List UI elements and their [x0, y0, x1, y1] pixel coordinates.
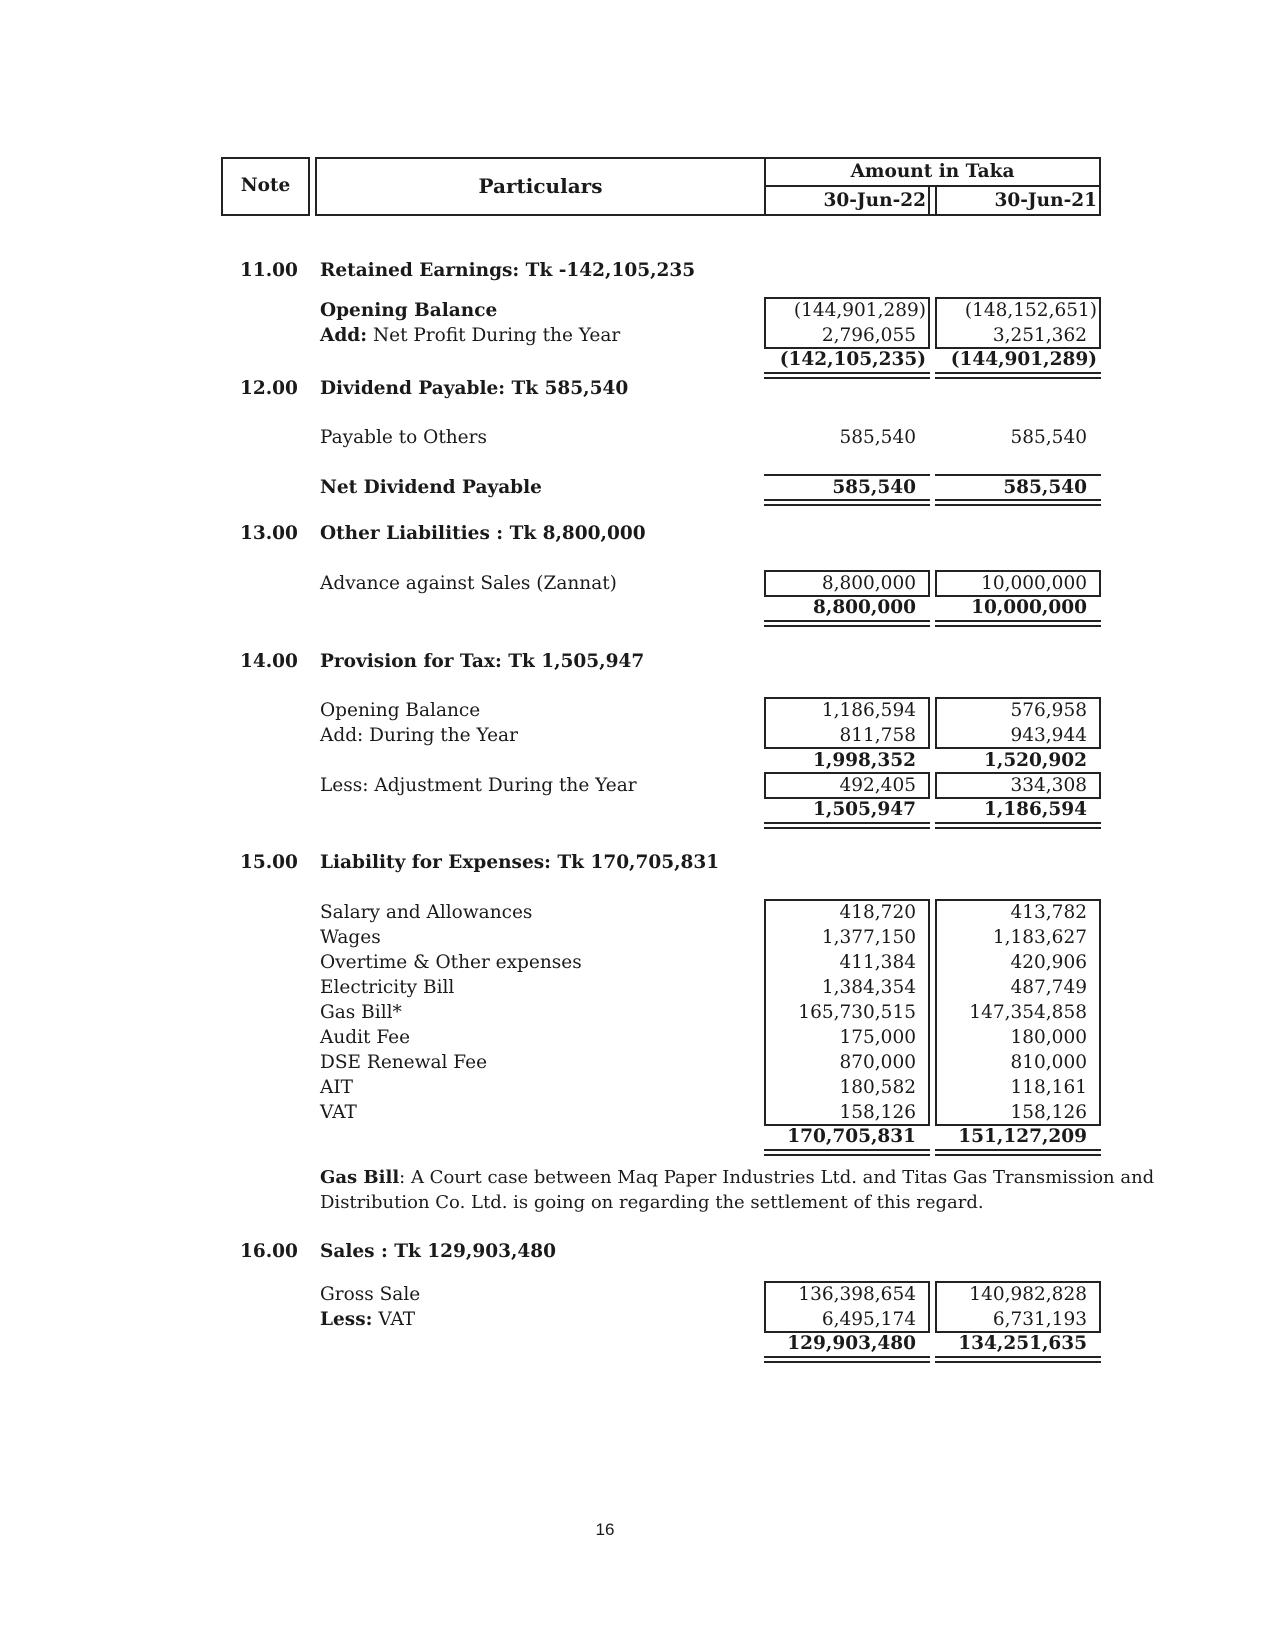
advance-against-sales-label: Advance against Sales (Zannat) [320, 573, 617, 594]
expense-value-2021: 810,000 [1010, 1052, 1087, 1073]
liability-expenses-total-2021: 151,127,209 [958, 1126, 1087, 1147]
tax-total-2021: 1,186,594 [984, 799, 1087, 820]
tax-subtotal-2021: 1,520,902 [984, 750, 1087, 771]
note-number-13: 13.00 [240, 523, 298, 544]
gross-sale-2022: 136,398,654 [798, 1284, 916, 1305]
expense-value-2022: 180,582 [839, 1077, 916, 1098]
col-2022-header: 30-Jun-22 [823, 190, 926, 211]
expense-label: AIT [320, 1077, 354, 1098]
double-underline [935, 372, 1101, 379]
double-underline [764, 372, 930, 379]
note-number-16: 16.00 [240, 1241, 298, 1262]
other-liabilities-total-2021: 10,000,000 [971, 597, 1087, 618]
gross-sale-2021: 140,982,828 [969, 1284, 1087, 1305]
expense-value-2022: 165,730,515 [798, 1002, 916, 1023]
opening-balance-2021: (148,152,651) [964, 300, 1097, 321]
net-profit-2021: 3,251,362 [992, 325, 1087, 346]
expense-label: Wages [320, 927, 381, 948]
vat-2021: 6,731,193 [992, 1309, 1087, 1330]
double-underline [935, 620, 1101, 627]
particulars-header: Particulars [478, 174, 603, 198]
net-dividend-payable-2022: 585,540 [832, 477, 916, 498]
expense-label: Audit Fee [320, 1027, 411, 1048]
tax-opening-2022: 1,186,594 [821, 700, 916, 721]
tax-opening-2021: 576,958 [1010, 700, 1087, 721]
expense-value-2022: 175,000 [839, 1027, 916, 1048]
double-underline [935, 499, 1101, 506]
net-dividend-payable-label: Net Dividend Payable [320, 477, 542, 498]
expense-value-2021: 118,161 [1010, 1077, 1087, 1098]
gross-sale-label: Gross Sale [320, 1284, 421, 1305]
tax-adjustment-2021: 334,308 [1010, 775, 1087, 796]
double-underline [935, 822, 1101, 829]
amount-in-taka-header: Amount in Taka [850, 161, 1015, 182]
expense-value-2022: 411,384 [839, 952, 916, 973]
expense-value-2021: 180,000 [1010, 1027, 1087, 1048]
note-12-title: Dividend Payable: Tk 585,540 [320, 378, 629, 399]
note-number-14: 14.00 [240, 651, 298, 672]
tax-during-2021: 943,944 [1010, 725, 1087, 746]
expense-value-2021: 158,126 [1010, 1102, 1087, 1123]
tax-less-adjustment-label: Less: Adjustment During the Year [320, 775, 637, 796]
double-underline [764, 620, 930, 627]
double-underline [935, 1356, 1101, 1363]
note-header: Note [240, 175, 291, 196]
note-number-12: 12.00 [240, 378, 298, 399]
expense-label: Electricity Bill [320, 977, 455, 998]
opening-balance-2022: (144,901,289) [793, 300, 926, 321]
expense-value-2022: 158,126 [839, 1102, 916, 1123]
expense-value-2021: 147,354,858 [969, 1002, 1087, 1023]
liability-expenses-total-2022: 170,705,831 [787, 1126, 916, 1147]
retained-earnings-total-2022: (142,105,235) [779, 349, 926, 370]
expense-label: Overtime & Other expenses [320, 952, 582, 973]
expense-label: Salary and Allowances [320, 902, 533, 923]
tax-add-during-year-label: Add: During the Year [320, 725, 518, 746]
retained-earnings-total-2021: (144,901,289) [950, 349, 1097, 370]
note-number-11: 11.00 [240, 260, 298, 281]
double-underline [764, 499, 930, 506]
payable-to-others-label: Payable to Others [320, 427, 487, 448]
expense-value-2021: 420,906 [1010, 952, 1087, 973]
net-profit-2022: 2,796,055 [821, 325, 916, 346]
note-11-title: Retained Earnings: Tk -142,105,235 [320, 260, 696, 281]
net-profit-label: Add: Net Profit During the Year [320, 325, 621, 346]
other-liabilities-total-2022: 8,800,000 [813, 597, 916, 618]
gas-bill-note-line-1: Gas Bill: A Court case between Maq Paper Industries Ltd. and Titas Gas Transmission and [320, 1167, 1155, 1188]
net-dividend-payable-2021: 585,540 [1003, 477, 1087, 498]
note-number-15: 15.00 [240, 852, 298, 873]
expense-value-2022: 1,377,150 [821, 927, 916, 948]
expense-value-2022: 870,000 [839, 1052, 916, 1073]
page-number: 16 [595, 1520, 615, 1539]
double-underline [764, 1149, 930, 1156]
tax-adjustment-2022: 492,405 [839, 775, 916, 796]
opening-balance-label: Opening Balance [320, 300, 498, 321]
tax-during-2022: 811,758 [839, 725, 916, 746]
advance-against-sales-2022: 8,800,000 [821, 573, 916, 594]
tax-opening-balance-label: Opening Balance [320, 700, 481, 721]
double-underline [935, 1149, 1101, 1156]
net-sales-2022: 129,903,480 [787, 1333, 916, 1354]
payable-to-others-2022: 585,540 [839, 427, 916, 448]
expense-value-2022: 418,720 [839, 902, 916, 923]
note-13-title: Other Liabilities : Tk 8,800,000 [320, 523, 646, 544]
less-vat-label: Less: VAT [320, 1309, 416, 1330]
expense-label: DSE Renewal Fee [320, 1052, 488, 1073]
tax-total-2022: 1,505,947 [813, 799, 916, 820]
expense-value-2022: 1,384,354 [821, 977, 916, 998]
col-2021-header: 30-Jun-21 [994, 190, 1097, 211]
note-14-title: Provision for Tax: Tk 1,505,947 [320, 651, 645, 672]
payable-to-others-2021: 585,540 [1010, 427, 1087, 448]
gas-bill-note-line-2: Distribution Co. Ltd. is going on regarding the settlement of this regard. [320, 1192, 984, 1213]
double-underline [764, 1356, 930, 1363]
tax-subtotal-2022: 1,998,352 [813, 750, 916, 771]
expense-value-2021: 413,782 [1010, 902, 1087, 923]
net-sales-2021: 134,251,635 [958, 1333, 1087, 1354]
note-16-title: Sales : Tk 129,903,480 [320, 1241, 557, 1262]
expense-value-2021: 487,749 [1010, 977, 1087, 998]
advance-against-sales-2021: 10,000,000 [981, 573, 1087, 594]
expense-value-2021: 1,183,627 [992, 927, 1087, 948]
vat-2022: 6,495,174 [821, 1309, 916, 1330]
double-underline [764, 822, 930, 829]
note-15-title: Liability for Expenses: Tk 170,705,831 [320, 852, 720, 873]
expense-label: VAT [320, 1102, 357, 1123]
expense-label: Gas Bill* [320, 1002, 402, 1023]
